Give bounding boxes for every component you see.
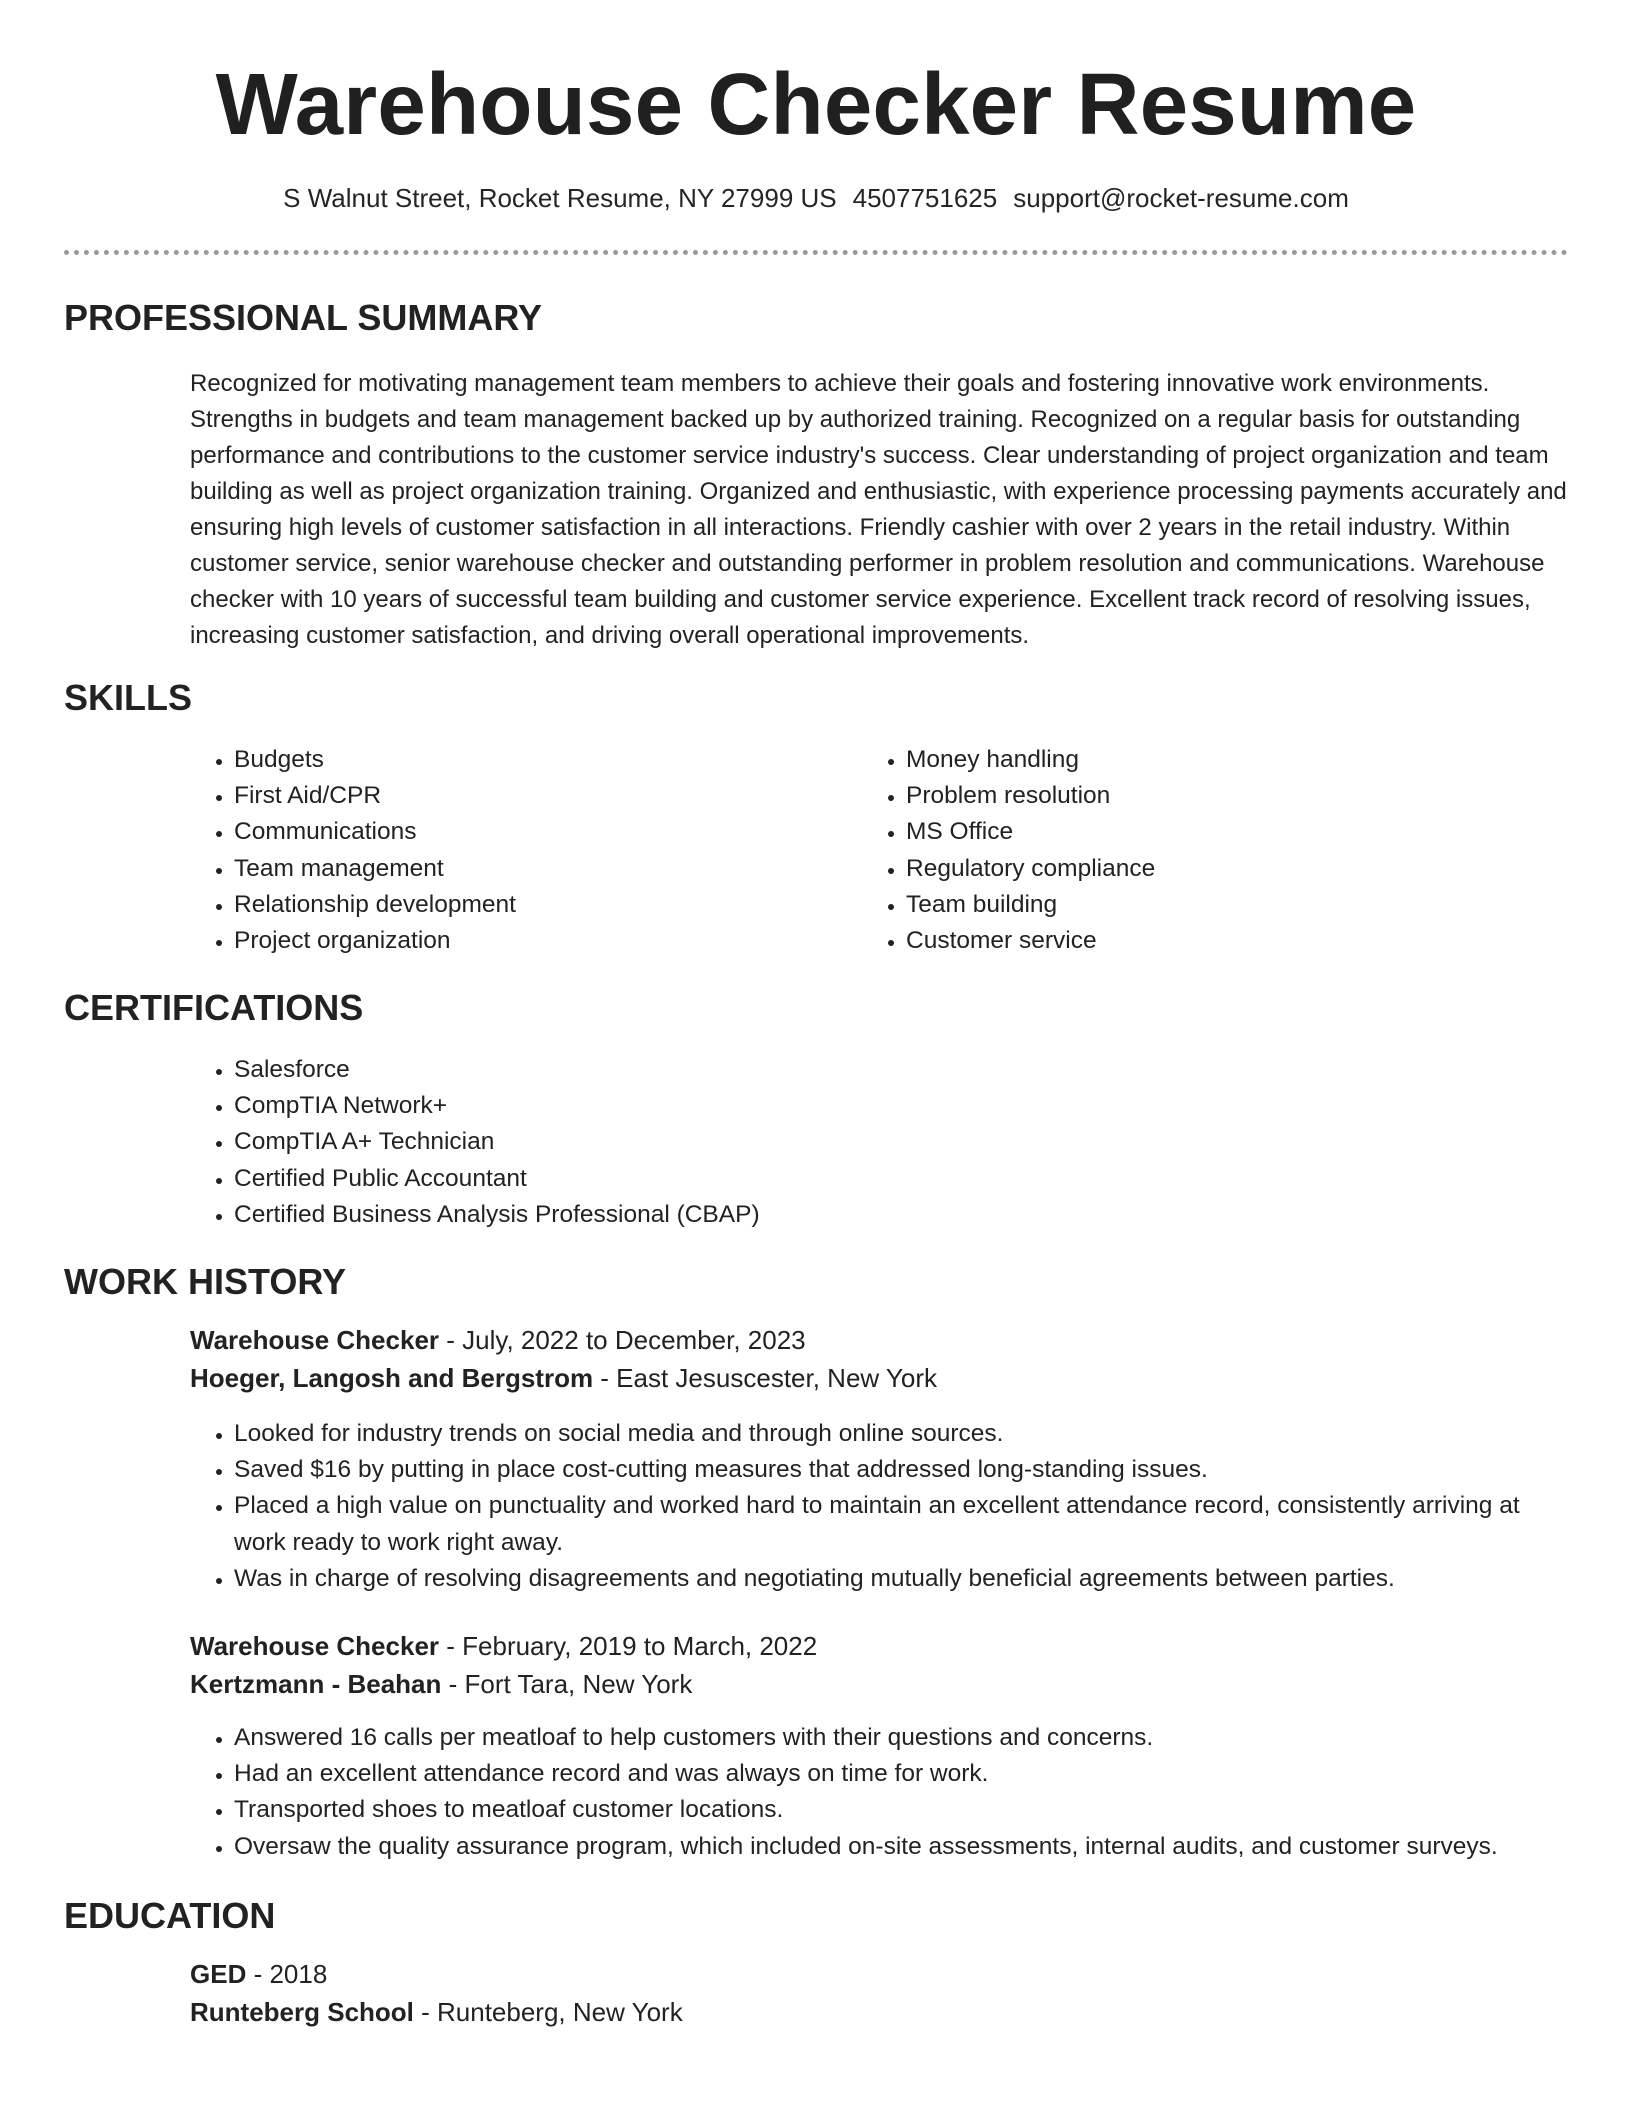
skill-item: • First Aid/CPR xyxy=(234,778,854,814)
certification-item: • CompTIA Network+ xyxy=(234,1088,1434,1124)
skill-item: • Communications xyxy=(234,814,854,850)
skill-item: • Budgets xyxy=(234,742,854,778)
job-bullet: • Saved $16 by putting in place cost-cutting measures that addressed long-standing issues. xyxy=(234,1452,1575,1488)
job-title-line xyxy=(190,1628,817,1664)
job-title-line xyxy=(190,1322,806,1358)
contact-email: support@rocket-resume.com xyxy=(1013,183,1349,213)
skills-list-left xyxy=(190,742,854,959)
skill-item: • Project organization xyxy=(234,923,854,959)
job-company: Hoeger, Langosh and Bergstrom xyxy=(190,1363,594,1393)
section-title-skills: SKILLS xyxy=(64,677,193,718)
section-title-summary: PROFESSIONAL SUMMARY xyxy=(64,297,543,338)
skill-item: • MS Office xyxy=(906,814,1526,850)
job-bullet: • Had an excellent attendance record and was always on time for work. xyxy=(234,1756,1575,1792)
job-dates: - February, 2019 to March, 2022 xyxy=(439,1631,818,1661)
certification-item: • Certified Public Accountant xyxy=(234,1161,1434,1197)
job-bullet: • Placed a high value on punctuality and worked hard to maintain an excellent attendance record, consistently arriving at work ready to work right away. xyxy=(234,1488,1575,1560)
job-role: Warehouse Checker xyxy=(190,1631,440,1661)
education-location: - Runteberg, New York xyxy=(413,1997,683,2027)
education-year: - 2018 xyxy=(246,1959,328,1989)
section-title-education: EDUCATION xyxy=(64,1895,276,1936)
skill-item: • Customer service xyxy=(906,923,1526,959)
job-company: Kertzmann - Beahan xyxy=(190,1669,442,1699)
job-location: - Fort Tara, New York xyxy=(441,1669,693,1699)
contact-phone: 4507751625 xyxy=(852,183,998,213)
education-degree-line xyxy=(190,1956,327,1992)
job-company-line xyxy=(190,1666,692,1702)
job-bullets xyxy=(190,1720,1575,1865)
education-school: Runteberg School xyxy=(190,1997,414,2027)
certifications-list xyxy=(190,1052,1434,1233)
skill-item: • Team management xyxy=(234,851,854,887)
section-title-certifications: CERTIFICATIONS xyxy=(64,987,364,1028)
job-company-line xyxy=(190,1360,937,1396)
certification-item: • Certified Business Analysis Professional (CBAP) xyxy=(234,1197,1434,1233)
job-bullet: • Oversaw the quality assurance program, which included on-site assessments, internal audits, and customer surveys. xyxy=(234,1829,1575,1865)
section-title-work-history: WORK HISTORY xyxy=(64,1261,347,1302)
resume-title: Warehouse Checker Resume xyxy=(215,56,1417,153)
skill-item: • Money handling xyxy=(906,742,1526,778)
certification-item: • Salesforce xyxy=(234,1052,1434,1088)
job-bullet: • Looked for industry trends on social media and through online sources. xyxy=(234,1416,1575,1452)
skill-item: • Relationship development xyxy=(234,887,854,923)
job-dates: - July, 2022 to December, 2023 xyxy=(439,1325,806,1355)
skill-item: • Team building xyxy=(906,887,1526,923)
contact-address: S Walnut Street, Rocket Resume, NY 27999 US xyxy=(283,183,837,213)
job-role: Warehouse Checker xyxy=(190,1325,440,1355)
skills-list-right xyxy=(862,742,1526,959)
job-bullet: • Transported shoes to meatloaf customer locations. xyxy=(234,1792,1575,1828)
contact-line xyxy=(0,180,1632,216)
summary-text: Recognized for motivating management team members to achieve their goals and fostering innovative work environments. Strengths in budgets and team management backed up by authorized training. Recognized on a regular basis for outstanding performance and contributions to the customer service industry's success. Clear understanding of project organization and team building as well as project organization training. Organized and enthusiastic, with experience processing payments accurately and ensuring high levels of customer satisfaction in all interactions. Friendly cashier with over 2 years in the retail industry. Within customer service, senior warehouse checker and outstanding performer in problem resolution and communications. Warehouse checker with 10 years of successful team building and customer service experience. Excellent track record of resolving issues, increasing customer satisfaction, and driving overall operational improvements. xyxy=(190,370,1567,649)
job-bullets xyxy=(190,1416,1575,1597)
header-divider xyxy=(64,250,1568,255)
education-degree: GED xyxy=(190,1959,247,1989)
skill-item: • Problem resolution xyxy=(906,778,1526,814)
education-school-line xyxy=(190,1994,683,2030)
job-bullet: • Was in charge of resolving disagreements and negotiating mutually beneficial agreements between parties. xyxy=(234,1561,1575,1597)
job-bullet: • Answered 16 calls per meatloaf to help customers with their questions and concerns. xyxy=(234,1720,1575,1756)
certification-item: • CompTIA A+ Technician xyxy=(234,1124,1434,1160)
skill-item: • Regulatory compliance xyxy=(906,851,1526,887)
job-location: - East Jesuscester, New York xyxy=(593,1363,938,1393)
